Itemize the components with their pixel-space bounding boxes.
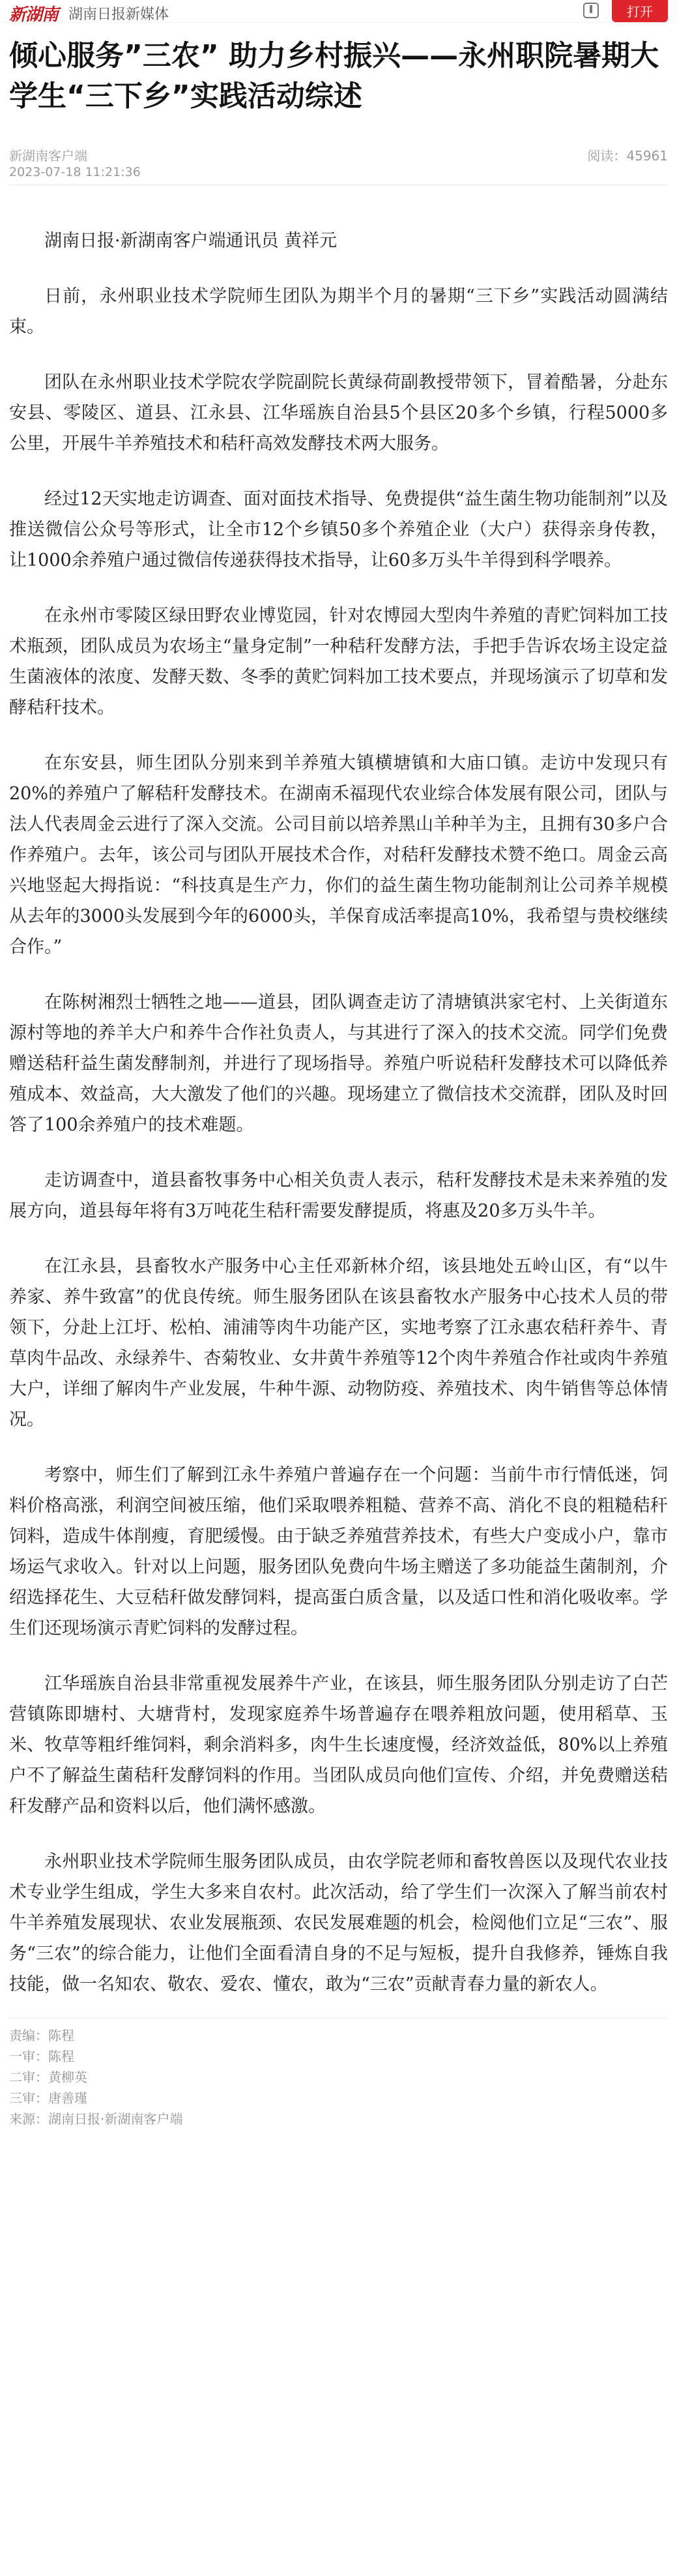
review-line-1: 一审：陈程 xyxy=(9,2049,74,2064)
article-paragraph: 走访调查中，道县畜牧事务中心相关负责人表示，秸秆发酵技术是未来养殖的发展方向，道县每年将有3万吨花生秸秆需要发酵提质，将惠及20多万头牛羊。 xyxy=(9,1170,668,1221)
article-paragraph: 团队在永州职业技术学院农学院副院长黄绿荷副教授带领下，冒着酷暑，分赴东安县、零陵区、道县、江永县、江华瑶族自治县5个县区20多个乡镇，行程5000多公里，开展牛羊养殖技术和秸秆高效发酵技术两大服务。 xyxy=(9,372,668,454)
app-logo[interactable]: 新湖南 xyxy=(9,5,59,25)
brand-subtitle: 湖南日报新媒体 xyxy=(68,7,169,23)
review-line-3: 三审：唐善瑾 xyxy=(9,2090,87,2106)
top-header-bar xyxy=(0,0,677,23)
byline: 湖南日报·新湖南客户端通讯员 黄祥元 xyxy=(44,231,338,251)
article-meta xyxy=(9,145,668,185)
article-body xyxy=(9,226,668,2000)
article-container xyxy=(0,36,677,2129)
article-paragraph: 在永州市零陵区绿田野农业博览园，针对农博园大型肉牛养殖的青贮饲料加工技术瓶颈，团队成员为农场主“量身定制”一种秸秆发酵方法，手把手告诉农场主设定益生菌液体的浓度、发酵天数、冬季的黄贮饲料加工技术要点，并现场演示了切草和发酵秸秆技术。 xyxy=(9,606,668,718)
article-footer xyxy=(9,2018,668,2129)
article-paragraph: 日前，永州职业技术学院师生团队为期半个月的暑期“三下乡”实践活动圆满结束。 xyxy=(9,286,668,337)
source-line: 来源：湖南日报·新湖南客户端 xyxy=(9,2111,183,2127)
read-count: 阅读：45961 xyxy=(587,148,668,164)
article-paragraph: 经过12天实地走访调查、面对面技术指导、免费提供“益生菌生物功能制剂”以及推送微信公众号等形式，让全市12个乡镇50多个养殖企业（大户）获得亲身传教，让1000余养殖户通过微信传递获得技术指导，让60多万头牛羊得到科学喂养。 xyxy=(9,489,668,570)
brand-area[interactable] xyxy=(9,1,169,25)
article-source: 新湖南客户端 xyxy=(9,148,87,164)
article-title: 倾心服务”三农” 助力乡村振兴——永州职院暑期大学生“三下乡”实践活动综述 xyxy=(9,39,659,113)
article-paragraph: 永州职业技术学院师生服务团队成员，由农学院老师和畜牧兽医以及现代农业技术专业学生组成，学生大多来自农村。此次活动，给了学生们一次深入了解当前农村牛羊养殖发展现状、农业发展瓶颈、农民发展难题的机会，检阅他们立足“三农”、服务“三农”的综合能力，让他们全面看清自身的不足与短板，提升自我修养，锤炼自我技能，做一名知农、敬农、爱农、懂农，敢为“三农”贡献青春力量的新农人。 xyxy=(9,1852,668,1994)
article-paragraph: 考察中，师生们了解到江永牛养殖户普遍存在一个问题：当前牛市行情低迷，饲料价格高涨，利润空间被压缩，他们采取喂养粗糙、营养不高、消化不良的粗糙秸秆饲料，造成牛体削瘦，育肥缓慢。由于缺乏养殖营养技术，有些大户变成小户，靠市场运气求收入。针对以上问题，服务团队免费向牛场主赠送了多功能益生菌制剂，介绍选择花生、大豆秸秆做发酵饲料，提高蛋白质含量，以及适口性和消化吸收率。学生们还现场演示青贮饲料的发酵过程。 xyxy=(9,1465,668,1638)
share-icon[interactable] xyxy=(583,3,599,18)
article-paragraph: 在江永县，县畜牧水产服务中心主任邓新林介绍，该县地处五岭山区，有“以牛养家、养牛致富”的优良传统。师生服务团队在该县畜牧水产服务中心技术人员的带领下，分赴上江圩、松柏、浦浦等肉牛功能产区，实地考察了江永惠农秸秆养牛、青草肉牛品改、永绿养牛、杏菊牧业、女井黄牛养殖等12个肉牛养殖合作社或肉牛养殖大户，详细了解肉牛产业发展，牛种牛源、动物防疫、养殖技术、肉牛销售等总体情况。 xyxy=(9,1256,668,1430)
article-datetime: 2023-07-18 11:21:36 xyxy=(9,165,141,179)
review-line-2: 二审：黄柳英 xyxy=(9,2069,87,2085)
article-paragraph: 在陈树湘烈士牺牲之地——道县，团队调查走访了清塘镇洪家宅村、上关街道东源村等地的养羊大户和养牛合作社负责人，与其进行了深入的技术交流。同学们免费赠送秸秆益生菌发酵制剂，并进行了现场指导。养殖户听说秸秆发酵技术可以降低养殖成本、效益高，大大激发了他们的兴趣。现场建立了微信技术交流群，团队及时回答了100余养殖户的技术难题。 xyxy=(9,992,668,1135)
article-paragraph: 在东安县，师生团队分别来到羊养殖大镇横塘镇和大庙口镇。走访中发现只有20%的养殖户了解秸秆发酵技术。在湖南禾福现代农业综合体发展有限公司，团队与法人代表周金云进行了深入交流。公司目前以培养黑山羊种羊为主，且拥有30多户合作养殖户。去年，该公司与团队开展技术合作，对秸秆发酵技术赞不绝口。周金云高兴地竖起大拇指说：“科技真是生产力，你们的益生菌生物功能制剂让公司养羊规模从去年的3000头发展到今年的6000头，羊保育成活率提高10%，我希望与贵校继续合作。” xyxy=(9,753,668,957)
open-in-app-button[interactable]: 打开 xyxy=(612,0,668,22)
editor-line: 责编：陈程 xyxy=(9,2028,74,2043)
article-paragraph: 江华瑶族自治县非常重视发展养牛产业，在该县，师生服务团队分别走访了白芒营镇陈即塘村、大塘背村，发现家庭养牛场普遍存在喂养粗放问题，使用稻草、玉米、牧草等粗纤维饲料，剩余消料多，肉牛生长速度慢，经济效益低，80%以上养殖户不了解益生菌秸秆发酵饲料的作用。当团队成员向他们宣传、介绍，并免费赠送秸秆发酵产品和资料以后，他们满怀感激。 xyxy=(9,1674,668,1816)
